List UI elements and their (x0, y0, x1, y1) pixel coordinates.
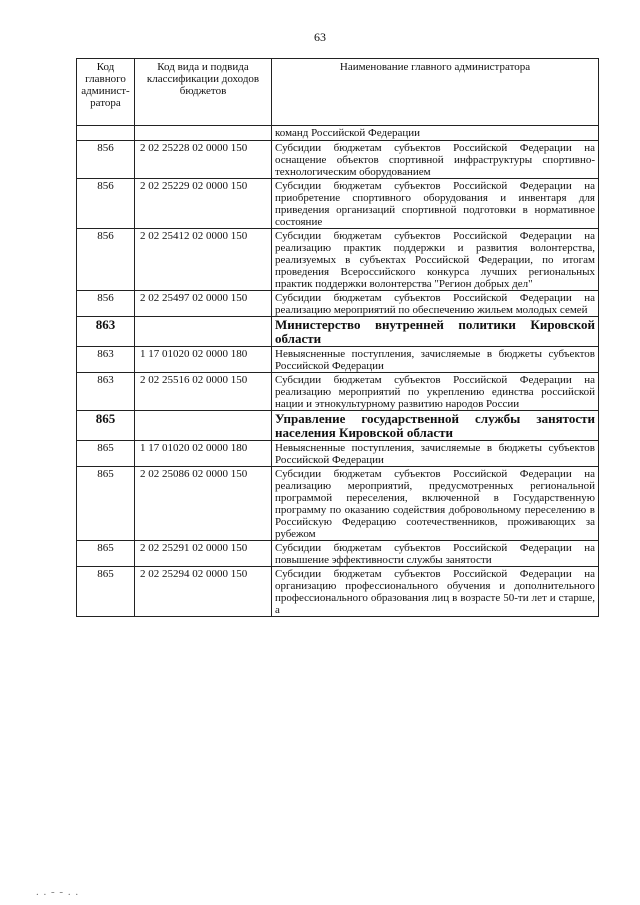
page-number: 63 (314, 30, 326, 44)
table-header-row (77, 59, 599, 126)
admin-code-cell: 865 (77, 441, 135, 467)
admin-code-cell: 863 (77, 317, 135, 347)
admin-code-cell: 865 (77, 541, 135, 567)
admin-name-cell: Невыясненные поступления, зачисляемые в бюджеты субъектов Российской Федерации (272, 441, 599, 467)
revenue-code-cell: 1 17 01020 02 0000 180 (135, 347, 272, 373)
admin-code-cell: 863 (77, 373, 135, 411)
administrator-heading-row (77, 411, 599, 441)
table-row (77, 179, 599, 229)
revenue-code-cell: 2 02 25229 02 0000 150 (135, 179, 272, 229)
admin-name-cell: Субсидии бюджетам субъектов Российской Федерации на реализацию мероприятий, предусмотренных региональной программой переселения, включенной в Государственную программу по оказанию содействия добровольному переселению в Российскую Федерацию соотечественников, проживающих за рубежом (272, 467, 599, 541)
admin-name-cell: Министерство внутренней политики Кировской области (272, 317, 599, 347)
continuation-row (77, 126, 599, 141)
administrator-heading-row (77, 317, 599, 347)
revenue-code-cell: 2 02 25086 02 0000 150 (135, 467, 272, 541)
revenue-administrators-table (76, 58, 599, 617)
admin-name-cell: Субсидии бюджетам субъектов Российской Федерации на реализацию мероприятий по укреплению единства российской нации и этнокультурному развитию народов России (272, 373, 599, 411)
admin-code-cell: 856 (77, 291, 135, 317)
admin-name-cell: Субсидии бюджетам субъектов Российской Федерации на реализацию мероприятий по обеспечению жильем молодых семей (272, 291, 599, 317)
admin-name-cell: Управление государственной службы занятости населения Кировской области (272, 411, 599, 441)
admin-code-cell: 856 (77, 179, 135, 229)
admin-code-cell: 865 (77, 467, 135, 541)
admin-code-cell: 865 (77, 411, 135, 441)
revenue-code-cell: 2 02 25228 02 0000 150 (135, 141, 272, 179)
table-row (77, 541, 599, 567)
admin-name-cell: Субсидии бюджетам субъектов Российской Федерации на реализацию практик поддержки и развития волонтерства, реализуемых в субъектах Российской Федерации, по итогам проведения Всероссийского конкурса лучших региональных практик поддержки волонтерства "Регион добрых дел" (272, 229, 599, 291)
admin-code-cell: 865 (77, 567, 135, 617)
revenue-code-cell (135, 411, 272, 441)
admin-code-cell: 863 (77, 347, 135, 373)
continuation-code-cell (135, 126, 272, 141)
table-row (77, 229, 599, 291)
revenue-code-cell: 2 02 25516 02 0000 150 (135, 373, 272, 411)
header-admin-name: Наименование главного администратора (272, 59, 599, 126)
revenue-code-cell: 2 02 25412 02 0000 150 (135, 229, 272, 291)
table-row (77, 347, 599, 373)
revenue-code-cell: 1 17 01020 02 0000 180 (135, 441, 272, 467)
continuation-admin-cell (77, 126, 135, 141)
table-row (77, 291, 599, 317)
header-revenue-code: Код вида и подвида классификации доходов бюджетов (135, 59, 272, 126)
admin-name-cell: Субсидии бюджетам субъектов Российской Федерации на оснащение объектов спортивной инфраструктуры спортивно-технологическим оборудованием (272, 141, 599, 179)
admin-name-cell: Субсидии бюджетам субъектов Российской Федерации на организацию профессионального обучения и дополнительного профессионального образования лиц в возрасте 50-ти лет и старше, а (272, 567, 599, 617)
admin-code-cell: 856 (77, 141, 135, 179)
admin-name-cell: Субсидии бюджетам субъектов Российской Федерации на повышение эффективности службы занятости (272, 541, 599, 567)
revenue-code-cell: 2 02 25291 02 0000 150 (135, 541, 272, 567)
revenue-code-cell: 2 02 25497 02 0000 150 (135, 291, 272, 317)
revenue-code-cell (135, 317, 272, 347)
admin-name-cell: Субсидии бюджетам субъектов Российской Федерации на приобретение спортивного оборудования и инвентаря для приведения организаций спортивной подготовки в нормативное состояние (272, 179, 599, 229)
table-row (77, 567, 599, 617)
admin-name-cell: Невыясненные поступления, зачисляемые в бюджеты субъектов Российской Федерации (272, 347, 599, 373)
scan-artifact: . . - - . . (36, 886, 80, 898)
table-row (77, 441, 599, 467)
revenue-code-cell: 2 02 25294 02 0000 150 (135, 567, 272, 617)
continuation-text: команд Российской Федерации (272, 126, 599, 141)
table-row (77, 373, 599, 411)
table-row (77, 467, 599, 541)
admin-code-cell: 856 (77, 229, 135, 291)
table-row (77, 141, 599, 179)
header-admin-code: Код главного админист-ратора (77, 59, 135, 126)
